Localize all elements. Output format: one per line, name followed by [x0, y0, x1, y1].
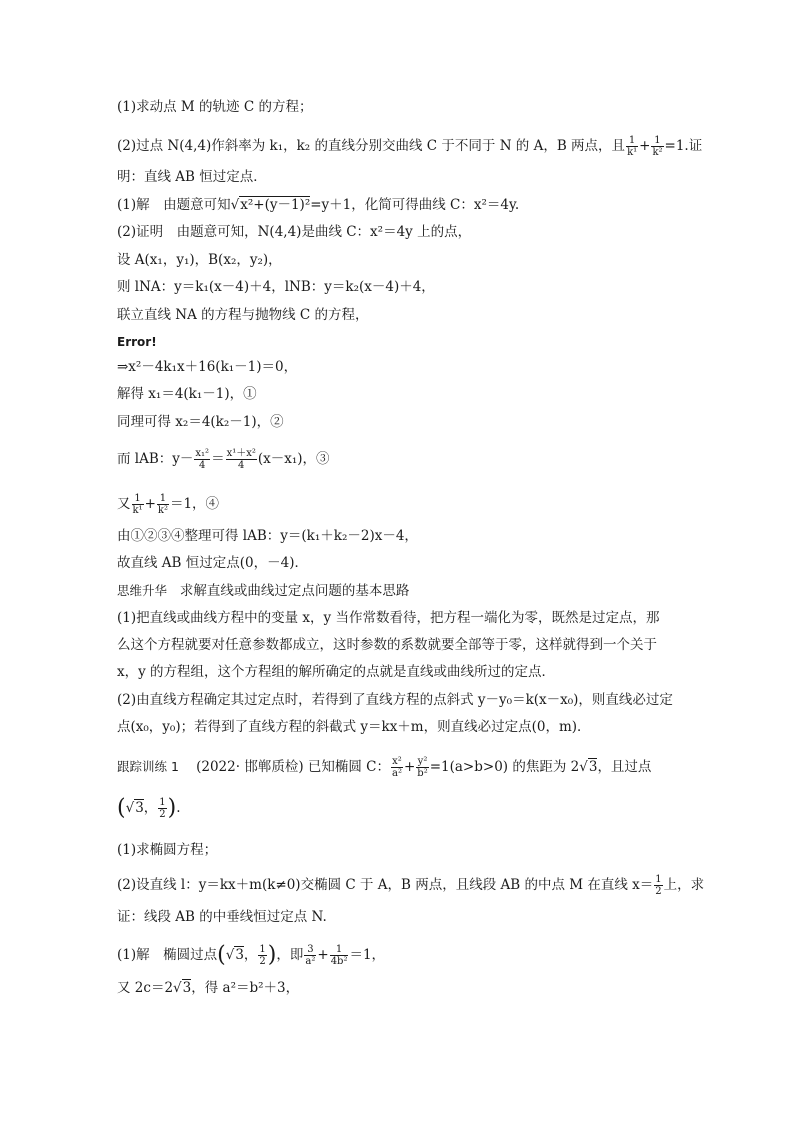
numerator: 1: [651, 135, 663, 147]
solution-line-2: [117, 223, 682, 241]
solution-line-8: [117, 385, 682, 403]
exercise-label: 跟踪训练 1: [117, 759, 179, 774]
sqrt-symbol: √: [125, 800, 135, 816]
text: .: [176, 800, 181, 816]
fraction: [304, 944, 316, 967]
operator: +: [144, 496, 156, 512]
denominator: b²: [417, 768, 428, 779]
text: ＝1，: [349, 947, 386, 963]
text: 明：直线 AB 恒过定点．: [117, 169, 267, 185]
exercise-line-1: [117, 756, 682, 779]
sqrt-symbol: √: [225, 947, 235, 963]
text: 又 2c＝2: [117, 980, 174, 996]
text: 点(x₀，y₀)；若得到了直线方程的斜截式 y＝kx＋m，则直线必过定点(0，m)．: [117, 719, 591, 735]
text: (2)由直线方程确定其过定点时，若得到了直线方程的点斜式 y－y₀＝k(x－x₀)，则直线必过定: [117, 692, 673, 708]
numerator: y²: [417, 756, 428, 767]
exercise-question-1: [117, 841, 682, 859]
numerator: x²: [392, 756, 402, 767]
text: 又: [117, 496, 131, 512]
fraction: [132, 493, 144, 516]
numerator: 3: [304, 944, 316, 956]
fraction: [330, 944, 349, 967]
radicand: 3: [588, 759, 598, 775]
solution-line-11: [117, 493, 682, 516]
fraction: [194, 448, 210, 471]
text: x，y 的方程组，这个方程组的解所确定的点就是直线或曲线所过的定点．: [117, 664, 556, 680]
thinking-p1-line1: [117, 609, 682, 627]
solution-line-9: [117, 413, 682, 431]
fraction: [258, 944, 266, 967]
error-text: [117, 333, 682, 351]
denominator: k²: [157, 505, 168, 516]
solution-line-10: [117, 448, 682, 471]
operator: +: [317, 947, 329, 963]
left-paren: (: [217, 942, 226, 968]
solution-line-13: [117, 554, 682, 572]
section-label: 思维升华: [117, 583, 168, 598]
text: (1)求动点 M 的轨迹 C 的方程；: [117, 99, 313, 115]
left-paren: (: [117, 795, 126, 821]
right-paren: ): [167, 795, 177, 821]
text: (1)解 由题意可知: [117, 197, 231, 213]
text: (x－x₁)，③: [257, 451, 330, 467]
text: 设 A(x₁，y₁)，B(x₂，y₂)，: [117, 252, 282, 268]
operator: +: [403, 759, 416, 775]
separator: ，: [143, 800, 158, 816]
section-title: 求解直线或曲线过定点问题的基本思路: [179, 583, 410, 599]
numerator: 1: [626, 135, 638, 147]
text: =1(a>b>0) 的焦距为 2: [429, 759, 580, 775]
text: ＝1，④: [169, 496, 220, 512]
denominator: k¹: [627, 147, 638, 158]
numerator: 1: [655, 874, 662, 885]
question-part-1: [117, 98, 682, 116]
text: 故直线 AB 恒过定点(0，－4)．: [117, 555, 308, 571]
text: 则 lNA：y＝k₁(x－4)＋4，lNB：y＝k₂(x－4)＋4，: [117, 279, 435, 295]
fraction: [654, 874, 662, 897]
exercise-point: [117, 797, 682, 820]
denominator: 4: [199, 460, 206, 471]
denominator: a²: [305, 956, 316, 967]
text: =y＋1，化简可得曲线 C：x²＝4y.: [310, 197, 520, 213]
fraction: [416, 756, 428, 779]
solution-line-7: [117, 358, 682, 376]
numerator: 1: [159, 797, 166, 808]
radicand: 3: [182, 980, 192, 996]
text: 解得 x₁＝4(k₁－1)，①: [117, 386, 257, 402]
text: ，即: [276, 947, 304, 963]
denominator: k¹: [132, 505, 143, 516]
denominator: k²: [652, 147, 663, 158]
solution-line-1: [117, 196, 682, 214]
text: ⇒x²－4k₁x＋16(k₁－1)＝0，: [117, 359, 298, 375]
thinking-p1-line3: [117, 663, 682, 681]
exercise-answer-2: [117, 979, 682, 997]
text: ，得 a²＝b²＋3，: [191, 980, 300, 996]
text: (2)设直线 l：y＝kx＋m(k≠0)交椭圆 C 于 A，B 两点，且线段 AB 的中点 M 在直线 x＝: [117, 877, 654, 893]
denominator: 4b²: [330, 956, 348, 967]
text: 证：线段 AB 的中垂线恒过定点 N.: [117, 909, 327, 925]
denominator: 2: [159, 809, 166, 820]
text: 上，求: [663, 877, 705, 893]
denominator: a²: [392, 768, 402, 779]
numerator: x¹＋x²: [226, 448, 256, 459]
thinking-heading: [117, 582, 682, 600]
text: ，且过点: [597, 759, 652, 775]
denominator: 4: [238, 460, 245, 471]
text: 联立直线 NA 的方程与抛物线 C 的方程，: [117, 307, 369, 323]
solution-line-4: [117, 278, 682, 296]
text: (1)求椭圆方程；: [117, 842, 218, 858]
text: =1.证: [664, 138, 703, 154]
radicand: 3: [235, 947, 244, 963]
operator: ＝: [211, 451, 225, 467]
thinking-p1-line2: [117, 636, 682, 654]
text: 同理可得 x₂＝4(k₂－1)，②: [117, 414, 284, 430]
solution-line-3: [117, 251, 682, 269]
separator: ，: [243, 947, 258, 963]
operator: +: [639, 138, 651, 154]
radicand: x²+(y－1)²: [240, 197, 311, 213]
text: (2)过点 N(4,4)作斜率为 k₁，k₂ 的直线分别交曲线 C 于不同于 N 的 A，B 两点，且: [117, 138, 626, 154]
fraction: [651, 135, 663, 158]
fraction: [157, 493, 169, 516]
text: (1)把直线或曲线方程中的变量 x，y 当作常数看待，把方程一端化为零，既然是过定点，那: [117, 610, 660, 626]
thinking-p2-line2: [117, 718, 682, 736]
fraction: [226, 448, 257, 471]
text: Error!: [117, 335, 157, 349]
text: 么这个方程就要对任意参数都成立，这时参数的系数就要全部等于零，这样就得到一个关于: [117, 637, 657, 653]
exercise-question-2: [117, 874, 705, 897]
text: 由①②③④整理可得 lAB：y＝(k₁＋k₂－2)x－4，: [117, 528, 418, 544]
question-part-2-cont: [117, 168, 682, 186]
denominator: 2: [655, 886, 662, 897]
sqrt-symbol: √: [579, 759, 588, 775]
fraction: [626, 135, 638, 158]
solution-line-12: [117, 527, 682, 545]
denominator: 2: [259, 956, 266, 967]
text: 而 lAB：y－: [117, 451, 194, 467]
thinking-p2-line1: [117, 691, 682, 709]
numerator: 1: [330, 944, 349, 956]
numerator: x₁²: [195, 448, 210, 459]
fraction: [158, 797, 166, 820]
radicand: 3: [135, 800, 144, 816]
sqrt-symbol: √: [173, 980, 182, 996]
solution-line-5: [117, 306, 682, 324]
text: (2022· 邯郸质检) 已知椭圆 C：: [196, 759, 390, 775]
question-part-2: [117, 135, 703, 158]
numerator: 1: [132, 493, 144, 505]
exercise-answer-1: [117, 944, 682, 967]
sqrt-symbol: √: [230, 197, 240, 213]
text: (2)证明 由题意可知，N(4,4)是曲线 C：x²＝4y 上的点，: [117, 224, 472, 240]
numerator: 1: [259, 944, 266, 955]
fraction: [391, 756, 403, 779]
text: (1)解 椭圆过点: [117, 947, 218, 963]
exercise-question-2-cont: [117, 908, 682, 926]
numerator: 1: [157, 493, 169, 505]
right-paren: ): [267, 942, 277, 968]
